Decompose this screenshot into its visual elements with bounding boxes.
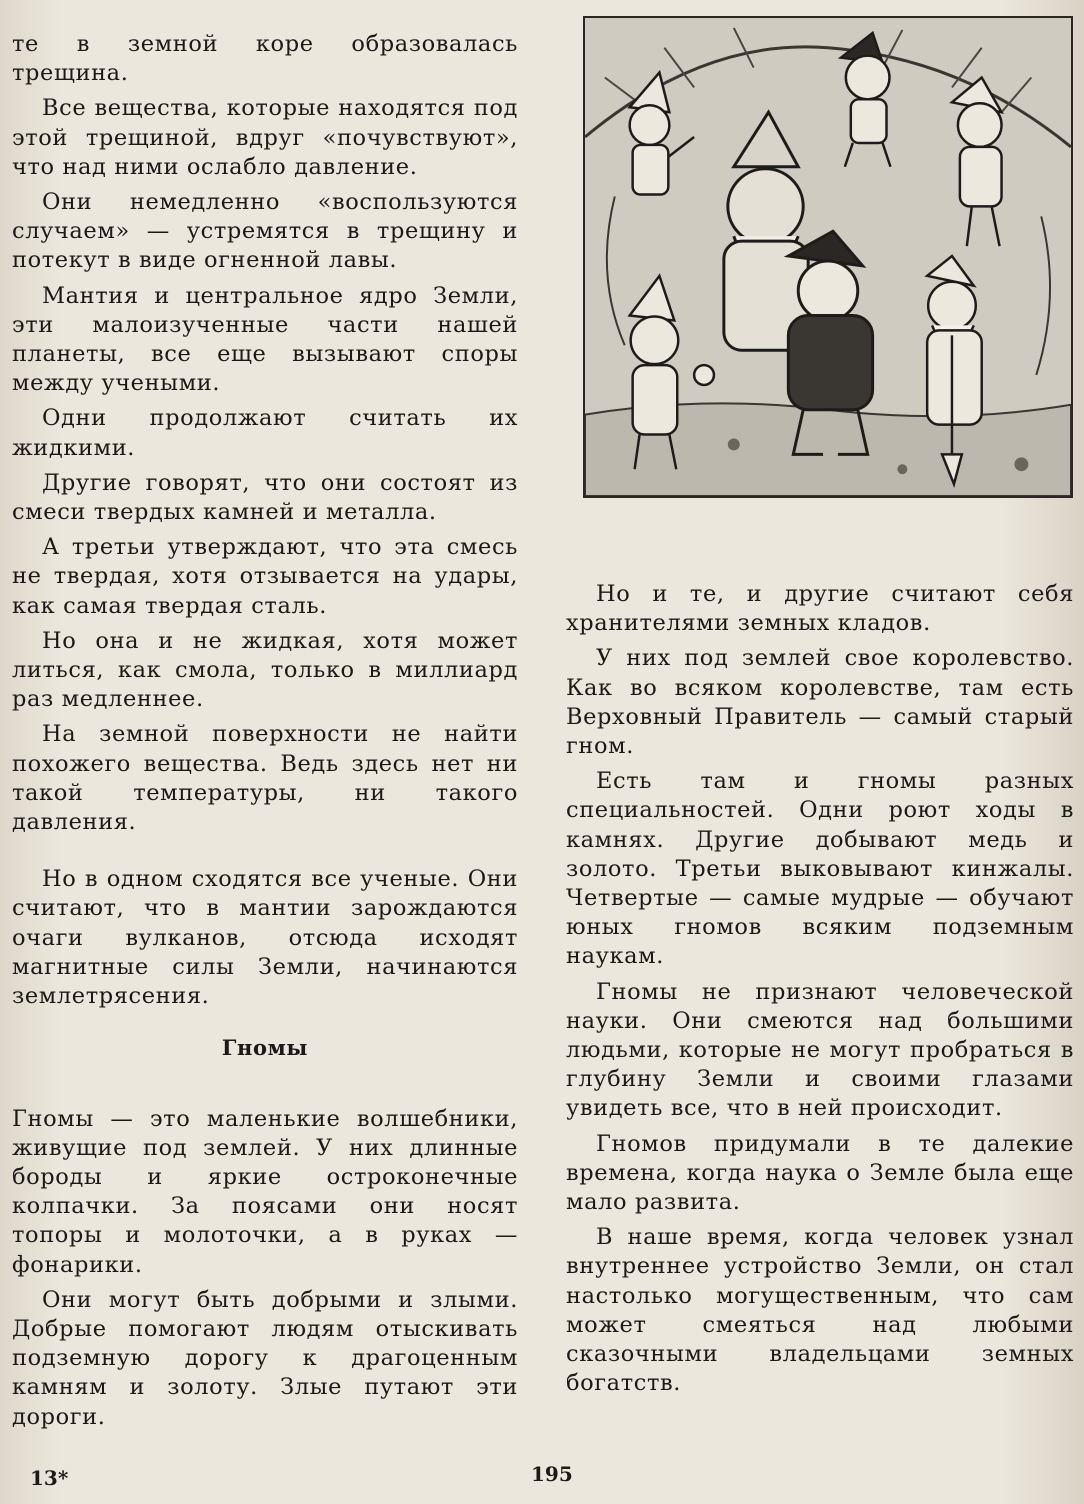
paragraph: Одни продолжают считать их жидкими. <box>12 405 518 461</box>
paragraph: На земной поверхности не найти похожего вещества. Ведь здесь нет ни такой температуры, ни такого давления. <box>12 721 518 836</box>
paragraph: Гномы — это маленькие волшебники, живущие под землей. У них длинные бороды и яркие остроконечные колпачки. За поясами они носят топоры и молоточки, а в руках — фонарики. <box>12 1105 518 1278</box>
paragraph: Они немедленно «воспользуются случаем» — устремятся в трещину и потекут в виде огненной лавы. <box>12 189 518 274</box>
signature-mark: 13* <box>30 1466 69 1490</box>
paragraph: Но в одном сходятся все ученые. Они считают, что в мантии зарождаются очаги вулканов, отсюда исходят магнитные силы Земли, начинаются землетрясения. <box>12 866 518 1010</box>
paragraph: Но она и не жидкая, хотя может литься, как смола, только в миллиард раз медленнее. <box>12 627 518 713</box>
paragraph: те в земной коре образовалась трещина. <box>12 31 518 87</box>
paragraph: Другие говорят, что они состоят из смеси твердых камней и металла. <box>12 469 518 526</box>
left-column <box>12 30 518 1438</box>
page-number: 195 <box>531 1462 573 1486</box>
paragraph: Гномы не признают человеческой науки. Они смеются над большими людьми, которые не могут пробраться в глубину Земли и своими глазами увидеть все, что в ней происходит. <box>566 978 1074 1122</box>
gnomes-illustration <box>583 16 1073 498</box>
paragraph: Но и те, и другие считают себя хранителями земных кладов. <box>566 581 1074 637</box>
section-heading: Гномы <box>221 1035 309 1061</box>
paragraph: Все вещества, которые находятся под этой трещиной, вдруг «почувствуют», что над ними ослабло давление. <box>12 95 518 180</box>
paragraph: Мантия и центральное ядро Земли, эти малоизученные части нашей планеты, все еще вызывают споры между учеными. <box>12 282 518 397</box>
paragraph: А третьи утверждают, что эта смесь не твердая, хотя отзывается на удары, как самая твердая сталь. <box>12 534 518 619</box>
paragraph: В наше время, когда человек узнал внутреннее устройство Земли, он стал настолько могущественным, что сам может смеяться над любыми сказочными владельцами земных богатств. <box>566 1224 1074 1397</box>
right-column <box>566 580 1074 1404</box>
spacer <box>12 843 518 865</box>
gnomes-drawing <box>585 18 1071 496</box>
paragraph: Гномов придумали в те далекие времена, когда наука о Земле была еще мало развита. <box>566 1130 1074 1216</box>
paragraph: У них под землей свое королевство. Как во всяком королевстве, там есть Верховный Правитель — самый старый гном. <box>566 645 1074 760</box>
paragraph: Есть там и гномы разных специальностей. Одни роют ходы в камнях. Другие добывают медь и золото. Третьи выковывают кинжалы. Четвертые — самые мудрые — обучают юных гномов всяким подземным наукам. <box>566 768 1074 970</box>
paragraph: Они могут быть добрыми и злыми. Добрые помогают людям отыскивать подземную дорогу к драгоценным камням и золоту. Злые путают эти дороги. <box>12 1286 518 1430</box>
